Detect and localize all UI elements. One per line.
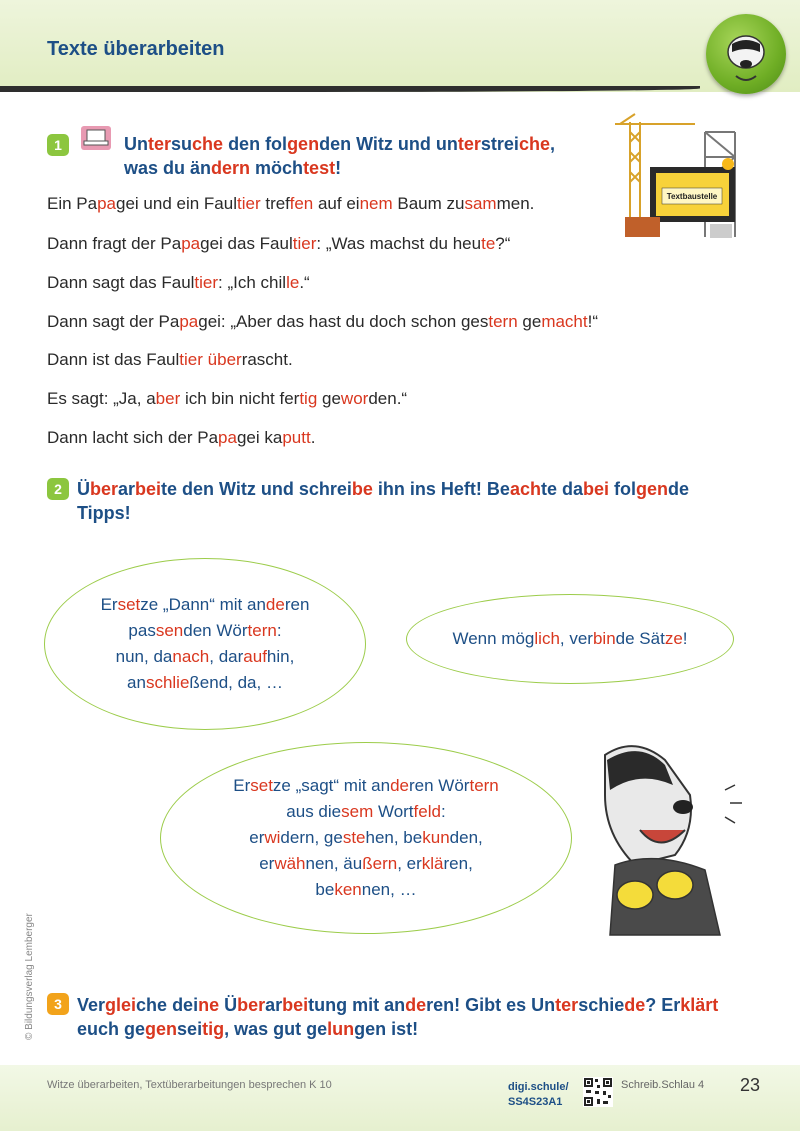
text-segment: Dann sagt das Faul	[47, 273, 195, 292]
text-segment: nen, …	[361, 880, 417, 899]
text-segment: sem	[341, 802, 374, 821]
text-segment: :	[276, 621, 282, 640]
text-segment: de	[668, 479, 690, 499]
text-segment: pa	[218, 428, 237, 447]
task-number-2: 2	[47, 478, 69, 500]
text-segment: er	[249, 828, 265, 847]
laptop-icon	[81, 126, 111, 150]
text-segment: sen	[155, 621, 184, 640]
text-segment: gen ist!	[354, 1019, 419, 1039]
text-segment: , ver	[559, 629, 593, 648]
text-segment: macht	[541, 312, 588, 331]
text-segment: Tipps!	[77, 503, 131, 523]
text-segment: Ü	[77, 479, 90, 499]
text-segment: den Wör	[183, 621, 248, 640]
joke-line	[47, 273, 310, 293]
text-segment: Ü	[219, 995, 238, 1015]
bubble-line	[101, 618, 310, 644]
text-segment: gen	[636, 479, 669, 499]
text-segment: Dann ist das Faul	[47, 350, 180, 369]
task1-instruction-line2	[124, 156, 341, 180]
text-segment: auf ei	[313, 194, 360, 213]
text-segment: tern	[247, 621, 277, 640]
text-segment: euch ge	[77, 1019, 146, 1039]
task3-instruction-line1	[77, 993, 718, 1017]
tip-bubble-verbinden	[406, 594, 734, 684]
text-segment: an	[127, 673, 146, 692]
text-segment: klä	[421, 854, 444, 873]
text-segment: , er	[397, 854, 422, 873]
text-segment: ne	[198, 995, 220, 1015]
text-segment: tern	[488, 312, 518, 331]
bubble-line	[101, 670, 310, 696]
tip-bubble-dann-text	[101, 592, 310, 696]
text-segment: kun	[422, 828, 450, 847]
text-segment: schlie	[145, 673, 190, 692]
text-segment: Ver	[77, 995, 106, 1015]
text-segment: Un	[124, 134, 148, 154]
text-segment: ? Er	[645, 995, 681, 1015]
text-segment: Ein Pa	[47, 194, 98, 213]
text-segment: ßend, da, …	[189, 673, 283, 692]
text-segment: dern	[211, 158, 251, 178]
copyright-note: © Bildungsverlag Lemberger	[24, 913, 35, 1040]
page-title: Texte überarbeiten	[47, 38, 225, 60]
joke-line	[47, 350, 293, 370]
text-segment: ter	[555, 995, 579, 1015]
text-segment: putt	[282, 428, 311, 447]
bubble-line	[233, 825, 499, 851]
text-segment: auf	[243, 647, 267, 666]
text-segment: de Sät	[615, 629, 665, 648]
text-segment: ßern	[362, 854, 398, 873]
bubble-line	[233, 877, 499, 903]
text-segment: gei ka	[236, 428, 283, 447]
text-segment: ren,	[443, 854, 473, 873]
text-segment: ber	[90, 479, 119, 499]
text-segment: nach	[172, 647, 210, 666]
text-segment: feld	[413, 802, 441, 821]
construction-site-illustration	[610, 112, 755, 247]
joke-line	[47, 428, 315, 448]
text-segment: be	[315, 880, 335, 899]
bubble-line	[452, 626, 687, 652]
text-segment: wor	[340, 389, 369, 408]
text-segment: ren Wör	[409, 776, 470, 795]
text-segment: ter	[457, 134, 481, 154]
text-segment: nen, äu	[305, 854, 363, 873]
text-segment: pa	[181, 234, 201, 253]
bubble-line	[233, 799, 499, 825]
text-segment: sei	[177, 1019, 203, 1039]
text-segment: che	[518, 134, 550, 154]
task3-instruction-line2	[77, 1017, 418, 1041]
text-segment: ren! Gibt es Un	[426, 995, 556, 1015]
text-segment: tier	[292, 234, 317, 253]
text-segment: sam	[464, 194, 497, 213]
text-segment: nem	[359, 194, 393, 213]
text-segment: ren	[284, 595, 310, 614]
text-segment: be	[351, 479, 373, 499]
digi-schule-link[interactable]	[508, 1080, 569, 1110]
text-segment: was du än	[124, 158, 212, 178]
text-segment: glei	[105, 995, 137, 1015]
text-segment: gei: „Aber das hast du doch schon ges	[198, 312, 489, 331]
text-segment: .“	[299, 273, 310, 292]
text-segment: pa	[97, 194, 117, 213]
text-segment: möch	[250, 158, 304, 178]
text-segment: de	[265, 595, 285, 614]
text-segment: über	[207, 350, 242, 369]
text-segment: ge	[517, 312, 542, 331]
tip-bubble-verbinden-text	[452, 626, 687, 652]
text-segment: ken	[334, 880, 362, 899]
page-footer	[0, 1065, 800, 1131]
text-segment: tung mit an	[308, 995, 406, 1015]
text-segment: bei	[135, 479, 162, 499]
bubble-line	[233, 851, 499, 877]
text-segment: er	[259, 854, 275, 873]
text-segment: tier	[179, 350, 203, 369]
text-segment: !	[335, 158, 342, 178]
text-segment: ?“	[495, 234, 511, 253]
text-segment: den,	[449, 828, 483, 847]
joke-line	[47, 194, 534, 214]
text-segment: test	[303, 158, 336, 178]
tip-bubble-sagt-text	[233, 773, 499, 903]
text-segment: le	[286, 273, 300, 292]
text-segment: ter	[148, 134, 172, 154]
task1-instruction-line1	[124, 132, 555, 156]
badger-mascot-badge-icon	[706, 14, 786, 94]
tip-bubble-dann	[44, 558, 366, 730]
text-segment: klärt	[680, 995, 719, 1015]
text-segment: .	[310, 428, 316, 447]
text-segment: tig	[299, 389, 318, 408]
text-segment: su	[171, 134, 193, 154]
text-segment: aus die	[286, 802, 342, 821]
joke-line	[47, 312, 598, 332]
text-segment: Dann sagt der Pa	[47, 312, 180, 331]
text-segment: bei	[282, 995, 309, 1015]
text-segment: che dei	[136, 995, 199, 1015]
text-segment: te da	[540, 479, 583, 499]
footer-note: Witze überarbeiten, Textüberarbeitungen besprechen K 10	[47, 1079, 332, 1091]
text-segment: te den Witz und schrei	[161, 479, 352, 499]
tip-bubble-sagt	[160, 742, 572, 934]
text-segment: Er	[233, 776, 251, 795]
qr-code-icon	[583, 1077, 613, 1107]
text-segment: ar	[118, 479, 136, 499]
text-segment: men.	[496, 194, 535, 213]
text-segment: schie	[578, 995, 625, 1015]
text-segment: ,	[549, 134, 555, 154]
text-segment: nun, da	[115, 647, 173, 666]
text-segment: fol	[609, 479, 636, 499]
bubble-line	[101, 644, 310, 670]
text-segment: :	[440, 802, 446, 821]
text-segment: fen	[289, 194, 314, 213]
text-segment: lun	[327, 1019, 355, 1039]
text-segment: gei das Faul	[200, 234, 293, 253]
text-segment: dern, ge	[280, 828, 343, 847]
text-segment: gen	[145, 1019, 178, 1039]
text-segment: de	[405, 995, 427, 1015]
text-segment: te	[481, 234, 496, 253]
text-segment: wäh	[274, 854, 306, 873]
text-segment: Es sagt: „Ja, a	[47, 389, 156, 408]
text-segment: ge	[317, 389, 341, 408]
digi-schule-url: digi.schule/	[508, 1081, 569, 1093]
text-segment: : „Ich chil	[218, 273, 287, 292]
joke-line	[47, 234, 510, 254]
text-segment: che	[192, 134, 224, 154]
text-segment: de	[390, 776, 409, 795]
text-segment: bin	[592, 629, 616, 648]
text-segment: !“	[587, 312, 598, 331]
text-segment: hen, be	[365, 828, 423, 847]
bubble-line	[101, 592, 310, 618]
text-segment: !	[682, 629, 688, 648]
text-segment: Er	[100, 595, 118, 614]
text-segment: ste	[342, 828, 366, 847]
text-segment: ich bin nicht fer	[180, 389, 300, 408]
text-segment: tern	[469, 776, 499, 795]
digi-schule-code: SS4S23A1	[508, 1096, 563, 1108]
text-segment: den Witz und un	[319, 134, 458, 154]
text-segment: Baum zu	[392, 194, 465, 213]
task2-instruction-line1	[77, 477, 689, 501]
text-segment: den.“	[368, 389, 408, 408]
page-number: 23	[740, 1075, 761, 1095]
text-segment: wi	[264, 828, 281, 847]
text-segment: tier	[194, 273, 219, 292]
text-segment: set	[250, 776, 273, 795]
text-segment: ber	[155, 389, 181, 408]
task-number-3: 3	[47, 993, 69, 1015]
text-segment: ihn ins Heft! Be	[372, 479, 510, 499]
task-number-1: 1	[47, 134, 69, 156]
text-segment: pa	[179, 312, 199, 331]
text-segment: , was gut ge	[224, 1019, 328, 1039]
text-segment: Wenn mög	[452, 629, 535, 648]
text-segment: ze „sagt“ mit an	[272, 776, 391, 795]
text-segment: bei	[582, 479, 609, 499]
joke-line	[47, 389, 407, 409]
text-segment: de	[624, 995, 646, 1015]
text-segment: lich	[534, 629, 560, 648]
text-segment: rascht.	[241, 350, 293, 369]
text-segment: set	[117, 595, 141, 614]
laughing-badger-illustration	[595, 735, 765, 940]
text-segment: den fol	[223, 134, 288, 154]
text-segment: tref	[260, 194, 290, 213]
text-segment: ber	[237, 995, 266, 1015]
text-segment: Dann fragt der Pa	[47, 234, 182, 253]
text-segment: tig	[202, 1019, 225, 1039]
text-segment: Wort	[373, 802, 414, 821]
text-segment: ach	[509, 479, 541, 499]
text-segment: gei und ein Faul	[116, 194, 237, 213]
text-segment: ar	[265, 995, 283, 1015]
bubble-line	[233, 773, 499, 799]
construction-sign-label: Textbaustelle	[666, 192, 718, 201]
text-segment: ze	[664, 629, 683, 648]
text-segment: pas	[128, 621, 156, 640]
text-segment: strei	[480, 134, 519, 154]
text-segment: tier	[237, 194, 261, 213]
text-segment: gen	[287, 134, 320, 154]
task2-instruction-line2	[77, 501, 131, 525]
text-segment: Dann lacht sich der Pa	[47, 428, 219, 447]
text-segment: hin,	[266, 647, 295, 666]
series-name: Schreib.Schlau 4	[621, 1079, 705, 1091]
text-segment: : „Was machst du heu	[316, 234, 482, 253]
text-segment: , dar	[209, 647, 244, 666]
text-segment: ze „Dann“ mit an	[140, 595, 266, 614]
